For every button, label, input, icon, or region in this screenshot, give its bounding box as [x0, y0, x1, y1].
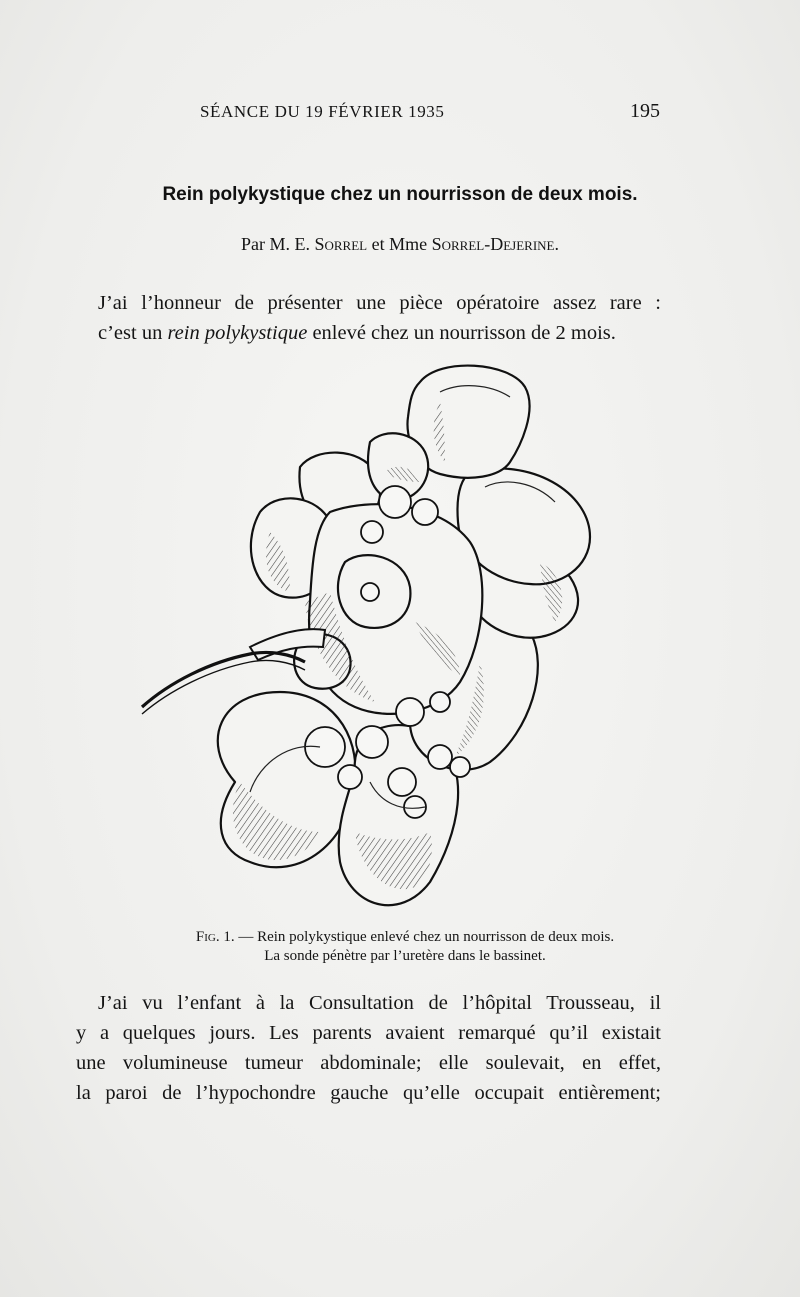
running-header	[0, 100, 800, 130]
caption-label: Fig. 1.	[195, 929, 235, 945]
caption-line	[60, 928, 750, 947]
italic-term: rein polykystique	[167, 322, 308, 344]
paragraph-line: J’ai vu l’enfant à la Consultation de l’hôpital Trousseau, il	[98, 992, 661, 1014]
page-number: 195	[630, 100, 660, 122]
paragraph-line: une volumineuse tumeur abdominale; elle soulevait, en effet,	[76, 1052, 661, 1074]
author-sorrel: Sorrel	[314, 234, 368, 254]
running-head: SÉANCE DU 19 FÉVRIER 1935	[200, 102, 445, 121]
article-title: Rein polykystique chez un nourrisson de deux mois.	[162, 184, 638, 205]
caption-line: La sonde pénètre par l’uretère dans le bassinet.	[264, 948, 546, 964]
figure-caption	[60, 928, 750, 966]
paragraph-line: J’ai l’honneur de présenter une pièce opératoire assez rare :	[98, 292, 661, 314]
article-authors	[0, 234, 770, 255]
authors-joiner: et Mme	[371, 234, 428, 254]
paragraph-line: y a quelques jours. Les parents avaient remarqué qu’il existait	[76, 1022, 661, 1044]
paragraph-consultation	[76, 988, 661, 1108]
paragraph-line: la paroi de l’hypochondre gauche qu’elle occupait entièrement;	[76, 1082, 661, 1104]
text-run: c’est un	[98, 322, 168, 344]
paragraph-line	[76, 318, 661, 348]
kidney-illustration	[140, 362, 610, 917]
caption-text: — Rein polykystique enlevé chez un nourrisson de deux mois.	[238, 929, 615, 945]
authors-prefix: Par M. E.	[240, 234, 310, 254]
paragraph-intro	[76, 288, 661, 348]
author-sorrel-dejerine: Sorrel-Dejerine.	[431, 234, 559, 254]
text-run: enlevé chez un nourrisson de 2 mois.	[307, 322, 616, 344]
